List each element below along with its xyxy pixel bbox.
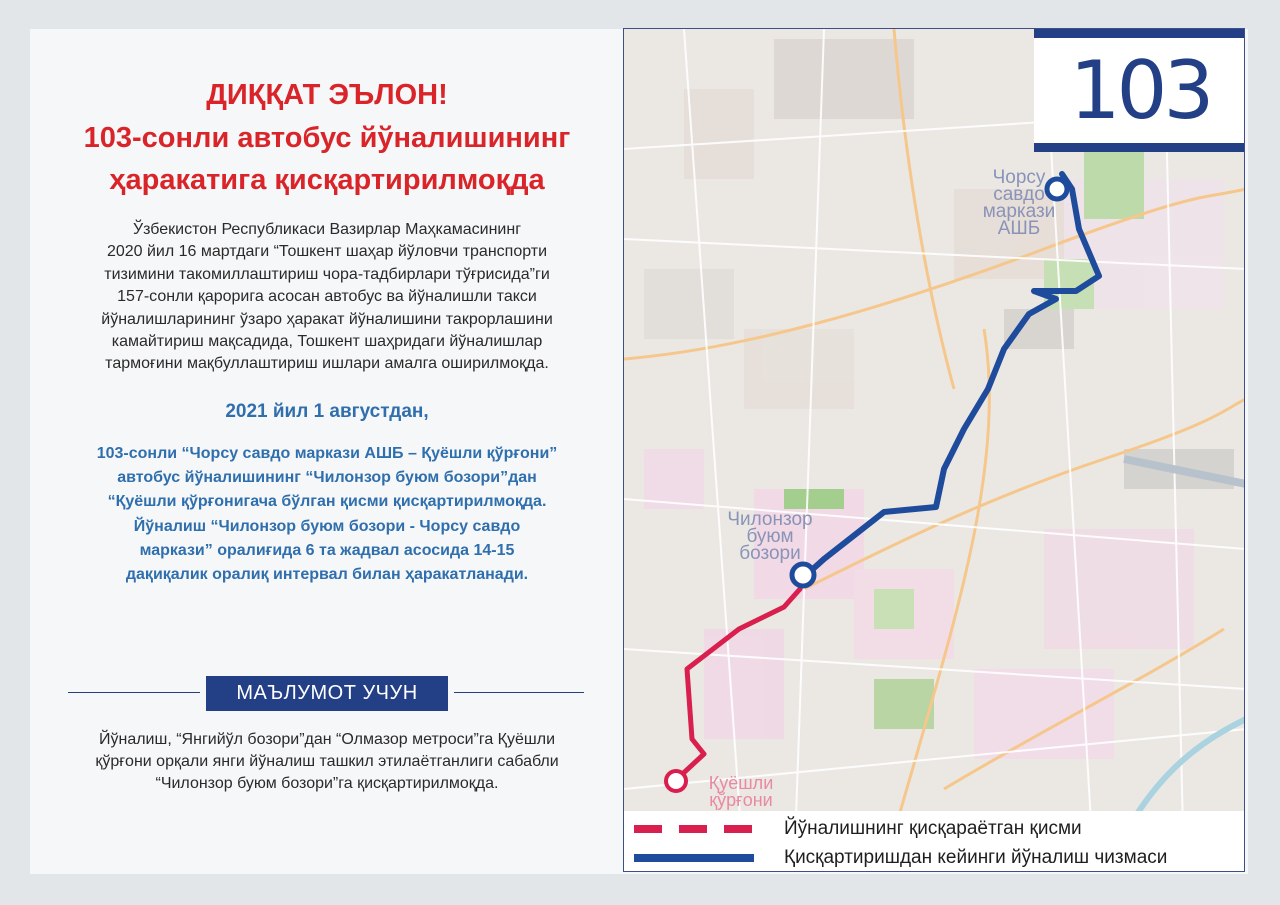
stop-chilonzor-marker: [792, 564, 814, 586]
stop-label-kuyoshli: Қуёшли қўрғони: [708, 773, 774, 810]
info-paragraph: Йўналиш, “Янгийўл бозори”дан “Олмазор метроси”га Қуёшли қўрғони орқали янги йўналиш ташкил этилаётганлиги сабабли “Чилонзор буюм бозори”га қисқартирилмоқда.: [95, 731, 559, 792]
legend-item-kept: [634, 847, 1167, 869]
legend-swatch-dashed: [634, 824, 754, 834]
info-badge: [206, 676, 448, 711]
notice-text-panel: [30, 29, 624, 874]
route-map: [623, 28, 1245, 872]
legend-label-removed: Йўналишнинг қисқараётган қисми: [784, 818, 1082, 839]
legend-label-kept: Қисқартиришдан кейинги йўналиш чизмаси: [784, 847, 1168, 868]
route-number-badge: [1034, 29, 1245, 152]
announcement-paragraph: 103-сонли “Чорсу савдо маркази АШБ – Қуёшли қўрғони” автобус йўналишининг “Чилонзор буюм бозори”дан “Қуёшли қўрғонигача бўлган қисми қисқартирилмоқда. Йўналиш “Чилонзор буюм бозори - Чорсу савдо маркази” оралиғида 6 та жадвал асосида 14-15 дақиқалик оралиқ интервал билан ҳаракатланади.: [96, 445, 558, 584]
headline-line-1: 103-сонли автобус йўналишининг: [83, 122, 571, 154]
effective-date: 2021 йил 1 августдан,: [225, 401, 429, 422]
alert-heading: ДИҚҚАТ ЭЪЛОН!: [206, 79, 448, 111]
route-number: 103: [1069, 44, 1211, 137]
legend-swatch-solid: [634, 853, 754, 863]
headline-line-2: ҳаракатига қисқартирилмоқда: [109, 164, 545, 196]
stop-label-chilonzor: Чилонзор буюм бозори: [727, 509, 813, 564]
stop-kuyoshli-marker: [666, 771, 686, 791]
stop-label-chorsu: Чорсу савдо маркази АШБ: [982, 167, 1056, 239]
legend-item-removed: [634, 818, 1082, 840]
info-badge-label: МАЪЛУМОТ УЧУН: [236, 682, 418, 704]
info-divider-right: [454, 692, 584, 693]
map-base: [624, 29, 1245, 872]
info-divider-left: [68, 692, 200, 693]
intro-paragraph: Ўзбекистон Республикаси Вазирлар Маҳкамасининг 2020 йил 16 мартдаги “Тошкент шаҳар йўловчи транспорти тизимини такомиллаштириш чора-тадбирлари тўғрисида”ги 157-сонли қарорига асосан автобус ва йўналишли такси йўналишларининг ўзаро ҳаракат йўналишини такрорлашини камайтириш мақсадида, Тошкент шаҳридаги йўналишлар тармоғини мақбуллаштириш ишлари амалга оширилмоқда.: [101, 221, 553, 373]
